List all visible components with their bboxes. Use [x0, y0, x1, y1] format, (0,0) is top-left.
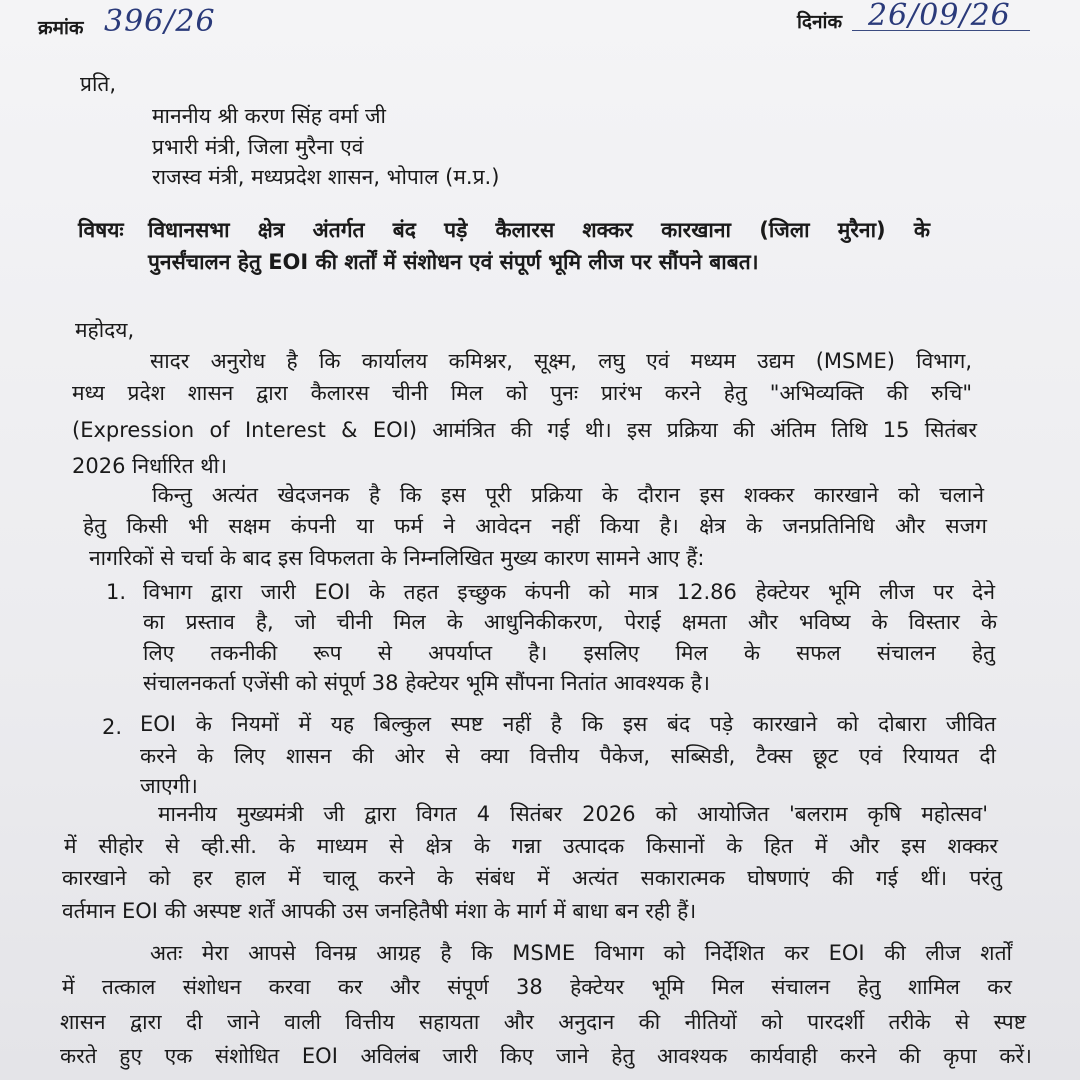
para3-line-1: माननीय मुख्यमंत्री जी द्वारा विगत 4 सितंबर 2026 को आयोजित 'बलराम कृषि महोत्सव': [158, 802, 988, 826]
para2-line-2: हेतु किसी भी सक्षम कंपनी या फर्म ने आवेदन नहीं किया है। क्षेत्र के जनप्रतिनिधि और सजग: [83, 514, 987, 538]
para4-line-4: करते हुए एक संशोधित EOI अविलंब जारी किए जाने हेतु आवश्यक कार्यवाही करने की कृपा करें।: [60, 1044, 1032, 1068]
subject-line-1: विधानसभा क्षेत्र अंतर्गत बंद पड़े कैलारस शक्कर कारखाना (जिला मुरैना) के: [148, 218, 930, 242]
salutation: महोदय,: [75, 318, 135, 342]
prati: प्रति,: [80, 72, 117, 96]
para1-line-4: 2026 निर्धारित थी।: [72, 454, 228, 478]
list-number-2: 2.: [102, 715, 123, 739]
list-item-1-line-3: लिए तकनीकी रूप से अपर्याप्त है। इसलिए मिल के सफल संचालन हेतु: [143, 641, 995, 665]
para4-line-2: में तत्काल संशोधन करवा कर और संपूर्ण 38 हेक्टेयर भूमि मिल संचालन हेतु शामिल कर: [62, 975, 1012, 999]
para3-line-4: वर्तमान EOI की अस्पष्ट शर्तें आपकी उस जनहितैषी मंशा के मार्ग में बाधा बन रही हैं।: [62, 899, 697, 923]
subject-label: विषयः: [78, 218, 124, 242]
list-item-2-line-2: करने के लिए शासन की ओर से क्या वित्तीय पैकेज, सब्सिडी, टैक्स छूट एवं रियायत दी: [140, 744, 996, 768]
subject-line-2: पुनर्संचालन हेतु EOI की शर्तों में संशोधन एवं संपूर्ण भूमि लीज पर सौंपने बाबत।: [148, 250, 759, 274]
para4-line-1: अतः मेरा आपसे विनम्र आग्रह है कि MSME विभाग को निर्देशित कर EOI की लीज शर्तों: [150, 941, 1012, 965]
addressee-line-1: माननीय श्री करण सिंह वर्मा जी: [152, 104, 386, 128]
list-item-1-line-1: विभाग द्वारा जारी EOI के तहत इच्छुक कंपनी को मात्र 12.86 हेक्टेयर भूमि लीज पर देने: [143, 580, 995, 604]
addressee-line-3: राजस्व मंत्री, मध्यप्रदेश शासन, भोपाल (म.प्र.): [152, 165, 500, 189]
para4-line-3: शासन द्वारा दी जाने वाली वित्तीय सहायता और अनुदान की नीतियों को पारदर्शी तरीके से स्पष्ट: [60, 1010, 1026, 1034]
para2-line-3: नागरिकों से चर्चा के बाद इस विफलता के निम्नलिखित मुख्य कारण सामने आए हैं:: [89, 546, 705, 570]
list-item-2-line-1: EOI के नियमों में यह बिल्कुल स्पष्ट नहीं है कि इस बंद पड़े कारखाने को दोबारा जीवित: [140, 712, 996, 736]
list-number-1: 1.: [106, 580, 127, 604]
para3-line-2: में सीहोर से व्ही.सी. के माध्यम से क्षेत्र के गन्ना उत्पादक किसानों के हित में और इस शक्कर: [64, 834, 998, 858]
para1-line-1: सादर अनुरोध है कि कार्यालय कमिश्नर, सूक्ष्म, लघु एवं मध्यम उद्यम (MSME) विभाग,: [150, 349, 972, 373]
addressee-line-2: प्रभारी मंत्री, जिला मुरैना एवं: [152, 135, 364, 159]
para2-line-1: किन्तु अत्यंत खेदजनक है कि इस पूरी प्रक्रिया के दौरान इस शक्कर कारखाने को चलाने: [152, 483, 984, 507]
list-item-1-line-4: संचालनकर्ता एजेंसी को संपूर्ण 38 हेक्टेयर भूमि सौंपना नितांत आवश्यक है।: [143, 671, 710, 695]
para3-line-3: कारखाने को हर हाल में चालू करने के संबंध में अत्यंत सकारात्मक घोषणाएं की गई थीं। परंतु: [62, 866, 1002, 890]
para1-line-2: मध्य प्रदेश शासन द्वारा कैलारस चीनी मिल को पुनः प्रारंभ करने हेतु "अभिव्यक्ति की रुचि": [72, 381, 972, 405]
ref-number-handwritten: 396/26: [104, 4, 216, 39]
list-item-2-line-3: जाएगी।: [140, 774, 198, 798]
date-underline: [852, 30, 1030, 31]
list-item-1-line-2: का प्रस्ताव है, जो चीनी मिल के आधुनिकीकरण, पेराई क्षमता और भविष्य के विस्तार के: [143, 610, 997, 634]
date-label: दिनांक: [797, 11, 843, 33]
date-handwritten: 26/09/26: [868, 0, 1011, 33]
para1-line-3: (Expression of Interest & EOI) आमंत्रित की गई थी। इस प्रक्रिया की अंतिम तिथि 15 सितंबर: [72, 418, 977, 442]
ref-label: क्रमांक: [38, 17, 84, 39]
